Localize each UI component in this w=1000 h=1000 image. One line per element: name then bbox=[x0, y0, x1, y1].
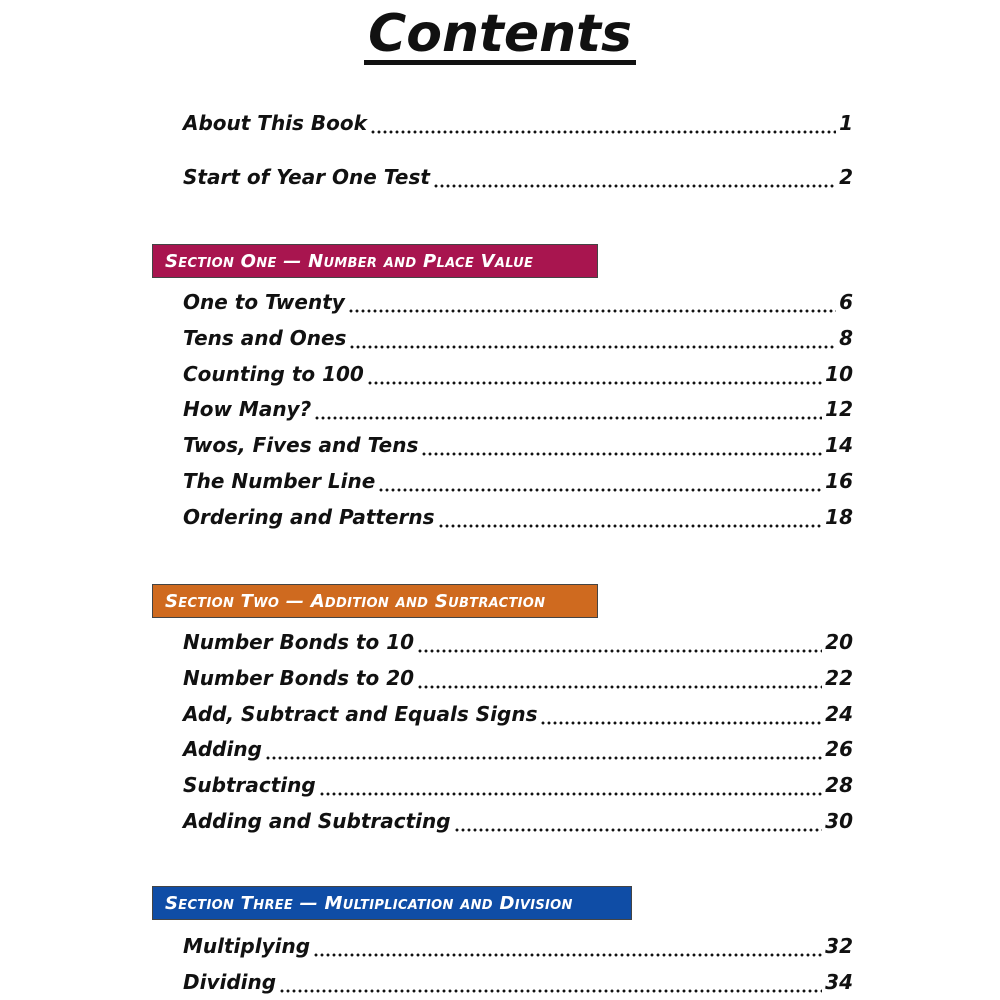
toc-entry-adding[interactable] bbox=[183, 737, 853, 767]
toc-entry-dividing[interactable] bbox=[183, 970, 853, 1000]
toc-entry-label: One to Twenty bbox=[183, 290, 345, 314]
section-header-label: Section Two — Addition and Subtraction bbox=[165, 590, 546, 612]
toc-entry-label: Counting to 100 bbox=[183, 362, 364, 386]
toc-entry-adding-and-subtracting[interactable] bbox=[183, 809, 853, 839]
dot-leader bbox=[417, 649, 822, 653]
toc-entry-page: 10 bbox=[825, 362, 853, 386]
toc-entry-number-bonds-to-20[interactable] bbox=[183, 666, 853, 696]
toc-entry-label: Ordering and Patterns bbox=[183, 505, 435, 529]
dot-leader bbox=[370, 130, 836, 134]
dot-leader bbox=[349, 345, 836, 349]
dot-leader bbox=[314, 416, 822, 420]
toc-entry-about-this-book[interactable] bbox=[183, 111, 853, 141]
toc-entry-page: 28 bbox=[825, 773, 853, 797]
page-title-text: Contents bbox=[364, 8, 636, 65]
dot-leader bbox=[319, 792, 822, 796]
toc-entry-label: About This Book bbox=[183, 111, 367, 135]
toc-entry-subtracting[interactable] bbox=[183, 773, 853, 803]
toc-entry-label: Adding and Subtracting bbox=[183, 809, 451, 833]
toc-entry-page: 14 bbox=[825, 433, 853, 457]
page-title bbox=[0, 4, 1000, 65]
section-three-header[interactable] bbox=[152, 886, 632, 920]
dot-leader bbox=[417, 685, 822, 689]
toc-entry-label: Subtracting bbox=[183, 773, 316, 797]
toc-entry-how-many[interactable] bbox=[183, 397, 853, 427]
section-one-header[interactable] bbox=[152, 244, 598, 278]
toc-entry-page: 1 bbox=[839, 111, 853, 135]
dot-leader bbox=[454, 828, 823, 832]
section-two-header[interactable] bbox=[152, 584, 598, 618]
toc-entry-the-number-line[interactable] bbox=[183, 469, 853, 499]
dot-leader bbox=[265, 756, 822, 760]
toc-entry-label: Twos, Fives and Tens bbox=[183, 433, 419, 457]
toc-entry-ordering-and-patterns[interactable] bbox=[183, 505, 853, 535]
toc-entry-label: Dividing bbox=[183, 970, 277, 994]
section-header-label: Section One — Number and Place Value bbox=[165, 250, 534, 272]
toc-entry-twos-fives-and-tens[interactable] bbox=[183, 433, 853, 463]
toc-entry-start-of-year-one-test[interactable] bbox=[183, 165, 853, 195]
toc-entry-label: Start of Year One Test bbox=[183, 165, 430, 189]
toc-entry-label: Number Bonds to 10 bbox=[183, 630, 415, 654]
toc-entry-page: 2 bbox=[839, 165, 853, 189]
toc-entry-page: 24 bbox=[825, 702, 853, 726]
toc-entry-page: 12 bbox=[825, 397, 853, 421]
toc-entry-page: 34 bbox=[825, 970, 853, 994]
dot-leader bbox=[438, 524, 823, 528]
toc-entry-page: 22 bbox=[825, 666, 853, 690]
dot-leader bbox=[421, 452, 822, 456]
dot-leader bbox=[279, 989, 822, 993]
toc-entry-add-subtract-equals-signs[interactable] bbox=[183, 702, 853, 732]
toc-entry-page: 20 bbox=[825, 630, 853, 654]
toc-entry-page: 26 bbox=[825, 737, 853, 761]
toc-entry-label: Tens and Ones bbox=[183, 326, 347, 350]
dot-leader bbox=[433, 184, 836, 188]
toc-entry-label: The Number Line bbox=[183, 469, 376, 493]
toc-entry-counting-to-100[interactable] bbox=[183, 362, 853, 392]
toc-entry-tens-and-ones[interactable] bbox=[183, 326, 853, 356]
toc-entry-one-to-twenty[interactable] bbox=[183, 290, 853, 320]
section-header-label: Section Three — Multiplication and Division bbox=[165, 892, 573, 914]
toc-entry-label: Multiplying bbox=[183, 934, 311, 958]
toc-entry-label: Adding bbox=[183, 737, 262, 761]
toc-entry-page: 16 bbox=[825, 469, 853, 493]
toc-entry-page: 8 bbox=[839, 326, 853, 350]
toc-entry-label: Add, Subtract and Equals Signs bbox=[183, 702, 538, 726]
toc-entry-page: 18 bbox=[825, 505, 853, 529]
dot-leader bbox=[348, 309, 836, 313]
toc-entry-page: 6 bbox=[839, 290, 853, 314]
dot-leader bbox=[367, 381, 822, 385]
dot-leader bbox=[313, 953, 822, 957]
toc-entry-page: 30 bbox=[825, 809, 853, 833]
toc-entry-multiplying[interactable] bbox=[183, 934, 853, 964]
toc-entry-number-bonds-to-10[interactable] bbox=[183, 630, 853, 660]
dot-leader bbox=[378, 488, 822, 492]
toc-entry-label: How Many? bbox=[183, 397, 312, 421]
toc-entry-page: 32 bbox=[825, 934, 853, 958]
toc-entry-label: Number Bonds to 20 bbox=[183, 666, 415, 690]
dot-leader bbox=[540, 721, 822, 725]
